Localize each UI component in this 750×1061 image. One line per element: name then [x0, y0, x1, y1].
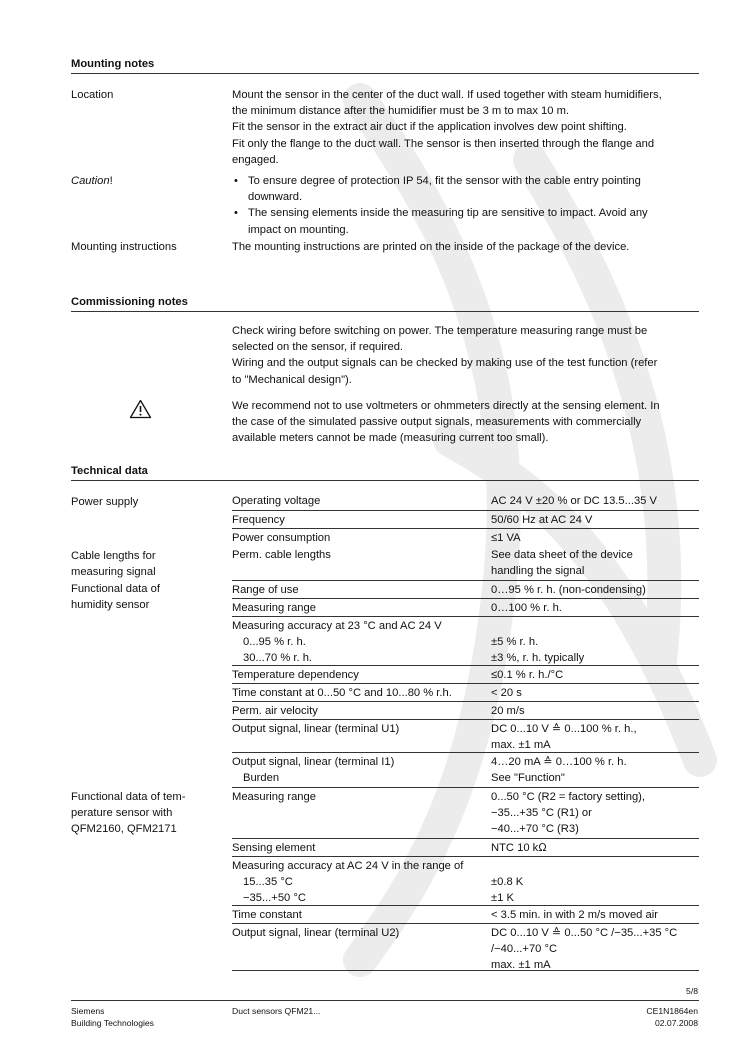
- commissioning-heading: Commissioning notes: [71, 296, 188, 308]
- row-value: 0…100 % r. h.: [491, 602, 562, 614]
- warning-triangle-icon: [129, 399, 152, 419]
- technical-heading: Technical data: [71, 465, 148, 477]
- row-label: Measuring range: [232, 602, 316, 614]
- location-line: Fit only the flange to the duct wall. The sensor is then inserted through the flange and: [232, 137, 655, 150]
- row-value: [491, 754, 701, 786]
- row-value: [491, 547, 701, 579]
- row-label-main: Measuring accuracy at 23 °C and AC 24 V: [232, 620, 442, 632]
- table-row: [232, 528, 699, 546]
- row-label: Range of use: [232, 584, 299, 596]
- row-value: NTC 10 kΩ: [491, 842, 547, 854]
- row-label: Perm. air velocity: [232, 705, 318, 717]
- value-line: 0...50 °C (R2 = factory setting),: [491, 791, 646, 803]
- warning-line: the case of the simulated passive output signals, measurements with commercially: [232, 416, 642, 429]
- caution-bullet-line: • To ensure degree of protection IP 54, fit the sensor with the cable entry pointing: [248, 175, 641, 187]
- row-value: 20 m/s: [491, 705, 525, 717]
- table-row: [232, 787, 699, 838]
- technical-rule: [71, 480, 699, 481]
- table-row: [232, 665, 699, 683]
- value-line: See data sheet of the device: [491, 549, 633, 561]
- row-label: Time constant: [232, 909, 302, 921]
- footer-company: [71, 1005, 154, 1029]
- location-line: the minimum distance after the humidifier must be 3 m to max 10 m.: [232, 105, 570, 118]
- footer-rule: [71, 1000, 699, 1001]
- value-line: max. ±1 mA: [491, 739, 551, 752]
- row-value: ≤0.1 % r. h./°C: [491, 669, 564, 681]
- caution-word: Caution: [71, 175, 110, 187]
- row-label-main: Output signal, linear (terminal I1): [232, 756, 395, 768]
- group-temperature: [71, 789, 221, 838]
- row-label: Time constant at 0...50 °C and 10...80 % r.h.: [232, 687, 452, 699]
- value-line: DC 0...10 V ≙ 0...50 °C /−35...+35 °C: [491, 927, 678, 939]
- table-row: [232, 683, 699, 701]
- row-label: Temperature dependency: [232, 669, 359, 681]
- footer-line: 02.07.2008: [654, 1018, 698, 1028]
- mounting-rule: [71, 73, 699, 74]
- table-row: [232, 856, 699, 905]
- page-number: 5/8: [686, 986, 698, 996]
- value-line: ±1 K: [491, 892, 514, 905]
- commissioning-line: Check wiring before switching on power. The temperature measuring range must be: [232, 325, 648, 337]
- footer-doc-title: Duct sensors QFM21...: [232, 1006, 321, 1016]
- value-line: ±3 %, r. h. typically: [491, 652, 585, 665]
- group-line: Cable lengths for: [71, 550, 156, 562]
- footer-doc-ref: [560, 1005, 698, 1029]
- row-value: < 3.5 min. in with 2 m/s moved air: [491, 909, 658, 921]
- row-value: [491, 925, 701, 974]
- row-sub-label: 30...70 % r. h.: [243, 652, 313, 665]
- table-row: [232, 580, 699, 598]
- row-label: Sensing element: [232, 842, 316, 854]
- row-sub-label: Burden: [243, 772, 280, 785]
- mounting-instructions-text: The mounting instructions are printed on the inside of the package of the device.: [232, 241, 630, 253]
- row-value: [491, 874, 701, 906]
- table-row: [232, 838, 699, 856]
- value-line: See "Function": [491, 772, 565, 785]
- footer-line: Siemens: [71, 1006, 105, 1016]
- value-line: ±0.8 K: [491, 876, 524, 888]
- row-value: [491, 721, 701, 753]
- table-row: [232, 546, 699, 580]
- location-text: [232, 87, 700, 168]
- row-label: [232, 858, 487, 907]
- table-row: [232, 701, 699, 719]
- value-line: ±5 % r. h.: [491, 636, 539, 648]
- table-row: [232, 598, 699, 616]
- row-value: < 20 s: [491, 687, 522, 699]
- group-humidity: [71, 581, 221, 613]
- row-value: 50/60 Hz at AC 24 V: [491, 514, 593, 526]
- caution-bullet-line: • The sensing elements inside the measuring tip are sensitive to impact. Avoid any: [248, 207, 648, 220]
- table-row: [232, 492, 699, 510]
- commissioning-line: to "Mechanical design").: [232, 373, 352, 386]
- group-power-supply: Power supply: [71, 496, 139, 508]
- value-line: handling the signal: [491, 565, 585, 578]
- group-line: Functional data of: [71, 583, 160, 595]
- table-row: [232, 510, 699, 528]
- table-row: [232, 752, 699, 787]
- mounting-heading: Mounting notes: [71, 58, 155, 70]
- row-sub-label: 15...35 °C: [243, 876, 293, 889]
- group-line: QFM2160, QFM2171: [71, 823, 177, 836]
- caution-bullet: [232, 205, 700, 237]
- table-row: [232, 719, 699, 752]
- mounting-instructions-label: Mounting instructions: [71, 241, 177, 253]
- row-value: [491, 634, 701, 666]
- row-label: [232, 618, 487, 667]
- row-sub-label: −35...+50 °C: [243, 892, 306, 905]
- value-line: max. ±1 mA: [491, 959, 551, 972]
- caution-bullet: [232, 173, 700, 205]
- warning-line: We recommend not to use voltmeters or ohmmeters directly at the sensing element. In: [232, 400, 660, 412]
- warning-line: available meters cannot be made (measuring current too small).: [232, 432, 549, 445]
- row-label: Operating voltage: [232, 495, 321, 507]
- row-sub-label: 0...95 % r. h.: [243, 636, 306, 649]
- commissioning-line: Wiring and the output signals can be checked by making use of the test function (refer: [232, 357, 658, 370]
- row-value: AC 24 V ±20 % or DC 13.5...35 V: [491, 495, 657, 507]
- row-value: 0…95 % r. h. (non-condensing): [491, 584, 646, 596]
- value-line: DC 0...10 V ≙ 0...100 % r. h.,: [491, 723, 637, 735]
- warning-text: [232, 398, 700, 447]
- caution-list: [232, 173, 700, 238]
- group-line: Functional data of tem-: [71, 791, 186, 803]
- caution-suffix: !: [109, 175, 113, 187]
- caution-bullet-line: impact on mounting.: [248, 223, 349, 236]
- row-label: Measuring range: [232, 791, 316, 803]
- footer-line: Building Technologies: [71, 1018, 154, 1028]
- location-line: engaged.: [232, 153, 279, 166]
- caution-label: [71, 173, 221, 189]
- commissioning-text: [232, 323, 700, 388]
- row-value: [491, 789, 701, 838]
- location-line: Fit the sensor in the extract air duct if the application involves dew point shifting.: [232, 121, 627, 134]
- row-label: Frequency: [232, 514, 285, 526]
- row-label: Output signal, linear (terminal U2): [232, 927, 400, 939]
- footer-line: CE1N1864en: [646, 1006, 698, 1016]
- table-row: [232, 616, 699, 665]
- commissioning-line: selected on the sensor, if required.: [232, 341, 404, 354]
- table-row: [232, 905, 699, 923]
- row-label: Perm. cable lengths: [232, 549, 331, 561]
- group-line: measuring signal: [71, 566, 156, 579]
- row-label: Output signal, linear (terminal U1): [232, 723, 400, 735]
- value-line: 4…20 mA ≙ 0…100 % r. h.: [491, 756, 627, 768]
- table-row: [232, 923, 699, 971]
- caution-bullet-line: downward.: [248, 191, 303, 204]
- value-line: −35...+35 °C (R1) or: [491, 807, 592, 820]
- group-line: perature sensor with: [71, 807, 173, 820]
- value-line: /−40...+70 °C: [491, 943, 558, 956]
- group-line: humidity sensor: [71, 599, 150, 612]
- row-label: Power consumption: [232, 532, 331, 544]
- location-label: Location: [71, 89, 114, 101]
- group-cable-lengths: [71, 548, 221, 580]
- row-label-main: Measuring accuracy at AC 24 V in the range of: [232, 860, 464, 872]
- row-value: ≤1 VA: [491, 532, 521, 544]
- location-line: Mount the sensor in the center of the duct wall. If used together with steam humidifiers,: [232, 89, 662, 101]
- row-label: [232, 754, 487, 786]
- value-line: −40...+70 °C (R3): [491, 823, 579, 836]
- commissioning-rule: [71, 311, 699, 312]
